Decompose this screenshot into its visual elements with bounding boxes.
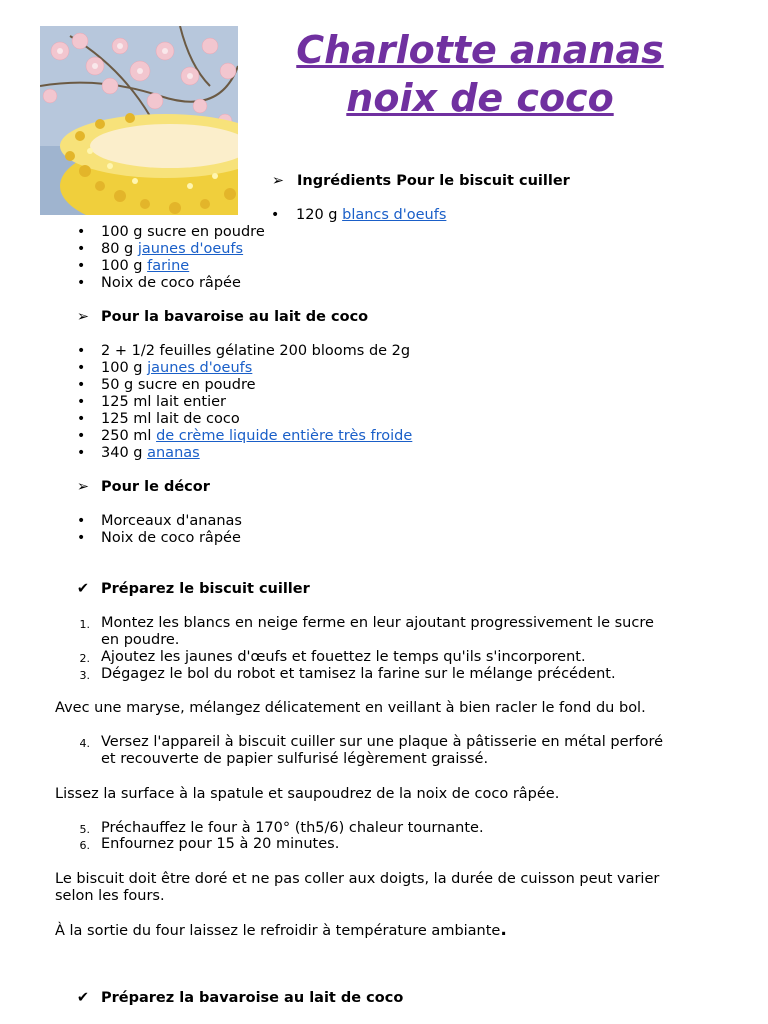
bullet-icon: • <box>77 360 86 376</box>
paragraph-end: . <box>500 920 507 940</box>
ingredient-text: 125 ml lait entier <box>101 394 226 410</box>
step-text: Dégagez le bol du robot et tamisez la farine sur le mélange précédent. <box>101 666 616 682</box>
prep-biscuit-heading: Préparez le biscuit cuiller <box>101 581 310 597</box>
bullet-icon: • <box>77 394 86 410</box>
bullet-icon: • <box>77 343 86 359</box>
bullet-icon: • <box>271 207 280 223</box>
step-number: 4. <box>79 737 90 750</box>
ingredient-link[interactable]: blancs d'oeufs <box>342 207 447 223</box>
charlotte-photo <box>40 26 238 215</box>
ingredient-text: 250 ml <box>101 428 157 444</box>
ingredient-text: 50 g sucre en poudre <box>101 377 256 393</box>
decor-text: Morceaux d'ananas <box>101 513 242 529</box>
paragraph-text: À la sortie du four laissez le refroidir à température ambiante <box>55 923 501 939</box>
arrow-bullet-icon: ➢ <box>76 479 90 495</box>
ingredient-link[interactable]: ananas <box>147 445 200 461</box>
check-icon: ✔ <box>76 990 90 1006</box>
ingredient-text: Noix de coco râpée <box>101 275 241 291</box>
ingredient-text: 100 g <box>101 258 148 274</box>
ingredient-text: 100 g <box>101 360 148 376</box>
paragraph <box>55 922 715 940</box>
step-number: 6. <box>79 839 90 852</box>
decor-text: Noix de coco râpée <box>101 530 241 546</box>
biscuit-heading: Ingrédients Pour le biscuit cuiller <box>297 173 570 189</box>
step-text: Ajoutez les jaunes d'œufs et fouettez le temps qu'ils s'incorporent. <box>101 649 586 665</box>
bullet-icon: • <box>77 513 86 529</box>
bullet-icon: • <box>77 275 86 291</box>
step-number: 1. <box>79 618 90 631</box>
ingredient-text: 125 ml lait de coco <box>101 411 240 427</box>
ingredient-text: 120 g <box>296 207 343 223</box>
bullet-icon: • <box>77 377 86 393</box>
paragraph: Le biscuit doit être doré et ne pas coller aux doigts, la durée de cuisson peut varier <box>55 871 660 887</box>
ingredient-text: 80 g <box>101 241 138 257</box>
bavaroise-heading: Pour la bavaroise au lait de coco <box>101 309 369 325</box>
arrow-bullet-icon: ➢ <box>76 309 90 325</box>
step-number: 2. <box>79 652 90 665</box>
ingredient-link[interactable]: jaunes d'oeufs <box>147 360 253 376</box>
bullet-icon: • <box>77 224 86 240</box>
ingredient-text: 2 + 1/2 feuilles gélatine 200 blooms de 2g <box>101 343 411 359</box>
bullet-icon: • <box>77 411 86 427</box>
arrow-bullet-icon: ➢ <box>271 173 285 189</box>
bullet-icon: • <box>77 445 86 461</box>
charlotte-illustration <box>40 26 238 215</box>
step-text: Montez les blancs en neige ferme en leur ajoutant progressivement le sucre <box>101 615 654 631</box>
step-text: Versez l'appareil à biscuit cuiller sur une plaque à pâtisserie en métal perforé <box>101 734 664 750</box>
step-text: Préchauffez le four à 170° (th5/6) chaleur tournante. <box>101 820 484 836</box>
bullet-icon: • <box>77 530 86 546</box>
step-text: en poudre. <box>101 632 180 648</box>
ingredient-link[interactable]: farine <box>147 258 190 274</box>
page-title: Charlotte ananas noix de coco <box>296 28 664 120</box>
step-text: et recouverte de papier sulfurisé légèrement graissé. <box>101 751 489 767</box>
bullet-icon: • <box>77 428 86 444</box>
bullet-icon: • <box>77 241 86 257</box>
paragraph: Lissez la surface à la spatule et saupoudrez de la noix de coco râpée. <box>55 786 560 802</box>
decor-heading: Pour le décor <box>101 479 210 495</box>
prep-bavaroise-heading: Préparez la bavaroise au lait de coco <box>101 990 404 1006</box>
ingredient-text: 340 g <box>101 445 148 461</box>
check-icon: ✔ <box>76 581 90 597</box>
step-number: 3. <box>79 669 90 682</box>
paragraph-continuation: selon les fours. <box>55 888 165 904</box>
paragraph: Avec une maryse, mélangez délicatement en veillant à bien racler le fond du bol. <box>55 700 646 716</box>
step-number: 5. <box>79 823 90 836</box>
step-text: Enfournez pour 15 à 20 minutes. <box>101 836 340 852</box>
ingredient-text: 100 g sucre en poudre <box>101 224 265 240</box>
bullet-icon: • <box>77 258 86 274</box>
ingredient-link[interactable]: jaunes d'oeufs <box>137 241 244 257</box>
ingredient-link[interactable]: de crème liquide entière très froide <box>156 428 413 444</box>
